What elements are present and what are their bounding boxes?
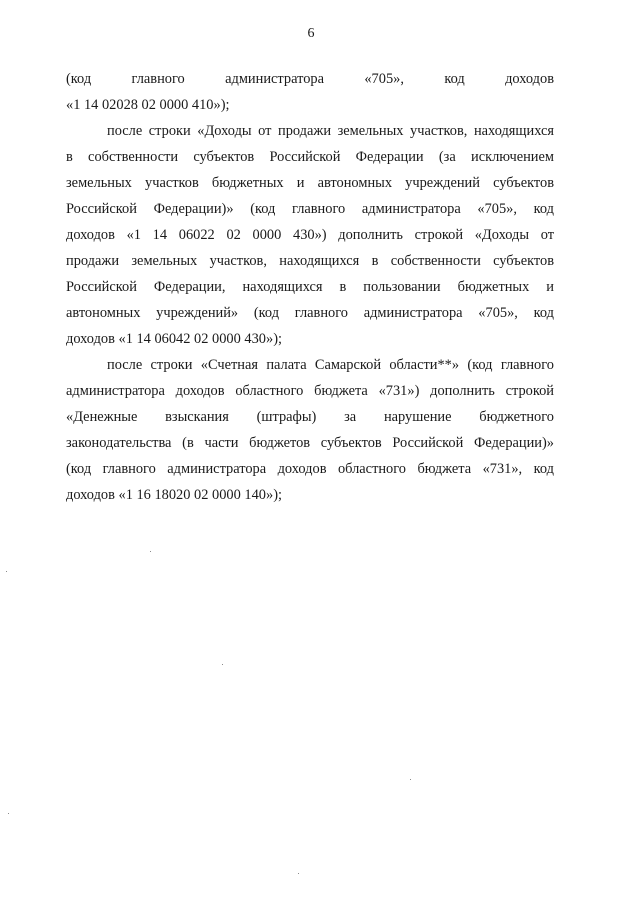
text-line: доходов «1 14 06022 02 0000 430») дополнить строкой «Доходы от: [66, 227, 554, 243]
text-line: «1 14 02028 02 0000 410»);: [66, 97, 230, 113]
paragraph-2: [66, 118, 554, 352]
text-line: (код главного администратора «705», код доходов: [66, 71, 554, 87]
document-body: [66, 66, 554, 508]
scan-speck: [222, 664, 223, 665]
scan-speck: [8, 813, 9, 814]
paragraph-1: [66, 66, 554, 118]
text-line: после строки «Доходы от продажи земельных участков, находящихся: [107, 123, 554, 139]
paragraph-3: [66, 352, 554, 508]
text-line: доходов «1 14 06042 02 0000 430»);: [66, 331, 282, 347]
text-line: «Денежные взыскания (штрафы) за нарушение бюджетного: [66, 409, 554, 425]
scan-speck: [298, 873, 299, 874]
text-line: доходов «1 16 18020 02 0000 140»);: [66, 487, 282, 503]
text-line: после строки «Счетная палата Самарской области**» (код главного: [107, 357, 554, 373]
text-line: законодательства (в части бюджетов субъектов Российской Федерации)»: [66, 435, 554, 451]
page-number: 6: [307, 26, 315, 41]
text-line: администратора доходов областного бюджета «731») дополнить строкой: [66, 383, 554, 399]
text-line: автономных учреждений» (код главного администратора «705», код: [66, 305, 554, 321]
scan-speck: [150, 551, 151, 552]
scan-speck: [6, 571, 7, 572]
scan-speck: [410, 779, 411, 780]
text-line: в собственности субъектов Российской Федерации (за исключением: [66, 149, 554, 165]
text-line: Российской Федерации, находящихся в пользовании бюджетных и: [66, 279, 554, 295]
text-line: Российской Федерации)» (код главного администратора «705», код: [66, 201, 554, 217]
text-line: продажи земельных участков, находящихся в собственности субъектов: [66, 253, 554, 269]
text-line: земельных участков бюджетных и автономных учреждений субъектов: [66, 175, 554, 191]
text-line: (код главного администратора доходов областного бюджета «731», код: [66, 461, 554, 477]
